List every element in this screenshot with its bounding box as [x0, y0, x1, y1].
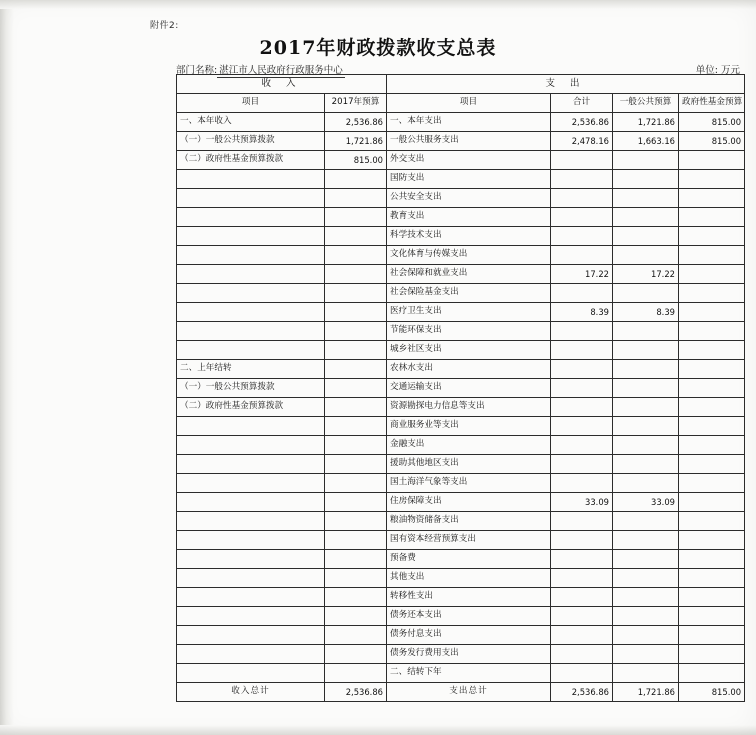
cell-income-budget: [325, 645, 387, 664]
cell-expense-item: 资源勘探电力信息等支出: [387, 398, 551, 417]
cell-income-budget: [325, 208, 387, 227]
cell-expense-total: [551, 626, 613, 645]
cell-income-budget: [325, 189, 387, 208]
cell-income-budget: [325, 512, 387, 531]
cell-income-item: [177, 284, 325, 303]
cell-expense-total: [551, 151, 613, 170]
cell-expense-public: [613, 550, 679, 569]
cell-income-budget: [325, 455, 387, 474]
attachment-label: 附件2:: [150, 21, 179, 31]
cell-expense-total: [551, 360, 613, 379]
cell-expense-total: [551, 569, 613, 588]
cell-expense-total: [551, 550, 613, 569]
table-row: [177, 455, 745, 474]
cell-income-budget: [325, 417, 387, 436]
cell-expense-fund: 815.00: [679, 132, 745, 151]
table-row: [177, 664, 745, 683]
cell-expense-fund: [679, 512, 745, 531]
table-row: [177, 170, 745, 189]
cell-expense-public: [613, 189, 679, 208]
cell-income-item: [177, 550, 325, 569]
scan-edge-bottom: [0, 725, 756, 735]
cell-expense-public: [613, 246, 679, 265]
cell-income-item: [177, 569, 325, 588]
cell-income-budget: [325, 360, 387, 379]
cell-expense-item: 外交支出: [387, 151, 551, 170]
table-row: [177, 284, 745, 303]
cell-expense-item: 农林水支出: [387, 360, 551, 379]
group-header-row: [177, 75, 745, 94]
income-total-value: 2,536.86: [325, 683, 387, 702]
table-row: [177, 512, 745, 531]
department-name: 湛江市人民政府行政服务中心: [219, 65, 343, 76]
cell-expense-fund: [679, 607, 745, 626]
cell-expense-fund: [679, 550, 745, 569]
cell-expense-item: 债务付息支出: [387, 626, 551, 645]
cell-expense-public: [613, 531, 679, 550]
cell-expense-item: 文化体育与传媒支出: [387, 246, 551, 265]
cell-income-item: [177, 303, 325, 322]
column-header-expense-fund: 政府性基金预算: [679, 94, 745, 113]
table-body: [177, 75, 745, 702]
cell-expense-fund: [679, 398, 745, 417]
cell-expense-total: [551, 645, 613, 664]
table-row: [177, 113, 745, 132]
cell-income-item: [177, 588, 325, 607]
cell-income-item: [177, 455, 325, 474]
column-header-expense-public: 一般公共预算: [613, 94, 679, 113]
cell-expense-fund: [679, 436, 745, 455]
cell-income-item: [177, 512, 325, 531]
table-row: [177, 626, 745, 645]
table-row: [177, 569, 745, 588]
cell-expense-total: [551, 189, 613, 208]
cell-income-budget: [325, 265, 387, 284]
cell-income-item: [177, 189, 325, 208]
table-row: [177, 436, 745, 455]
table-row: [177, 474, 745, 493]
cell-expense-item: 节能环保支出: [387, 322, 551, 341]
cell-income-item: [177, 341, 325, 360]
cell-income-budget: [325, 664, 387, 683]
cell-income-budget: [325, 531, 387, 550]
column-header-income-item: 项目: [177, 94, 325, 113]
table-row: [177, 417, 745, 436]
cell-expense-total: [551, 436, 613, 455]
cell-expense-total: [551, 417, 613, 436]
cell-expense-public: [613, 227, 679, 246]
cell-expense-public: [613, 607, 679, 626]
cell-income-item: [177, 170, 325, 189]
cell-income-item: [177, 265, 325, 284]
expense-public-total-value: 1,721.86: [613, 683, 679, 702]
cell-expense-item: 二、结转下年: [387, 664, 551, 683]
group-header-income: 收 入: [177, 75, 387, 94]
cell-expense-fund: [679, 588, 745, 607]
cell-expense-fund: [679, 531, 745, 550]
column-header-expense-total: 合计: [551, 94, 613, 113]
cell-income-item: [177, 626, 325, 645]
cell-income-budget: [325, 398, 387, 417]
cell-expense-fund: [679, 626, 745, 645]
cell-expense-fund: [679, 151, 745, 170]
cell-expense-fund: [679, 417, 745, 436]
cell-expense-total: [551, 474, 613, 493]
cell-expense-public: [613, 170, 679, 189]
table-row: [177, 493, 745, 512]
cell-expense-public: [613, 474, 679, 493]
cell-expense-item: 社会保障和就业支出: [387, 265, 551, 284]
cell-expense-fund: [679, 246, 745, 265]
cell-expense-total: [551, 664, 613, 683]
cell-expense-public: 1,721.86: [613, 113, 679, 132]
cell-income-item: [177, 417, 325, 436]
cell-income-item: （二）政府性基金预算拨款: [177, 398, 325, 417]
cell-expense-fund: 815.00: [679, 113, 745, 132]
column-header-income-budget: 2017年预算: [325, 94, 387, 113]
cell-expense-item: 债务发行费用支出: [387, 645, 551, 664]
cell-expense-public: [613, 436, 679, 455]
cell-expense-total: [551, 607, 613, 626]
cell-income-budget: [325, 607, 387, 626]
table-row: [177, 341, 745, 360]
cell-expense-total: [551, 455, 613, 474]
cell-expense-fund: [679, 227, 745, 246]
cell-expense-public: [613, 645, 679, 664]
cell-expense-total: [551, 227, 613, 246]
table-row: [177, 588, 745, 607]
cell-income-item: [177, 493, 325, 512]
column-header-expense-item: 项目: [387, 94, 551, 113]
cell-expense-total: 17.22: [551, 265, 613, 284]
cell-expense-fund: [679, 208, 745, 227]
scan-edge-left: [0, 0, 14, 735]
cell-income-budget: 815.00: [325, 151, 387, 170]
cell-income-budget: 2,536.86: [325, 113, 387, 132]
cell-income-item: 二、上年结转: [177, 360, 325, 379]
expense-fund-total-value: 815.00: [679, 683, 745, 702]
cell-expense-public: [613, 398, 679, 417]
cell-expense-item: 预备费: [387, 550, 551, 569]
cell-expense-fund: [679, 341, 745, 360]
cell-income-item: 一、本年收入: [177, 113, 325, 132]
cell-expense-item: 医疗卫生支出: [387, 303, 551, 322]
cell-expense-item: 一般公共服务支出: [387, 132, 551, 151]
table-row: [177, 265, 745, 284]
cell-expense-total: [551, 246, 613, 265]
cell-income-budget: [325, 284, 387, 303]
table-row: [177, 303, 745, 322]
unit-note: 单位: 万元: [695, 65, 740, 76]
cell-expense-total: [551, 512, 613, 531]
expense-total-label: 支出总计: [387, 683, 551, 702]
income-total-label: 收入总计: [177, 683, 325, 702]
table-row: [177, 360, 745, 379]
table-row: [177, 246, 745, 265]
cell-income-item: [177, 607, 325, 626]
cell-expense-public: [613, 322, 679, 341]
cell-expense-item: 教育支出: [387, 208, 551, 227]
cell-expense-fund: [679, 284, 745, 303]
cell-expense-total: [551, 208, 613, 227]
cell-income-item: [177, 246, 325, 265]
cell-income-budget: [325, 569, 387, 588]
cell-expense-total: 33.09: [551, 493, 613, 512]
cell-expense-item: 援助其他地区支出: [387, 455, 551, 474]
cell-expense-item: 社会保险基金支出: [387, 284, 551, 303]
cell-expense-fund: [679, 379, 745, 398]
cell-income-item: （二）政府性基金预算拨款: [177, 151, 325, 170]
cell-expense-fund: [679, 170, 745, 189]
cell-expense-total: 2,478.16: [551, 132, 613, 151]
cell-expense-item: 债务还本支出: [387, 607, 551, 626]
cell-expense-item: 其他支出: [387, 569, 551, 588]
cell-income-budget: [325, 170, 387, 189]
cell-income-budget: [325, 550, 387, 569]
cell-expense-fund: [679, 189, 745, 208]
cell-expense-item: 国防支出: [387, 170, 551, 189]
column-header-row: [177, 94, 745, 113]
cell-expense-item: 国土海洋气象等支出: [387, 474, 551, 493]
page-title: 2017年财政拨款收支总表: [259, 37, 497, 59]
cell-income-item: [177, 208, 325, 227]
table-row: [177, 132, 745, 151]
cell-expense-public: 1,663.16: [613, 132, 679, 151]
cell-expense-public: [613, 360, 679, 379]
cell-income-budget: [325, 436, 387, 455]
cell-expense-total: [551, 170, 613, 189]
cell-expense-fund: [679, 360, 745, 379]
cell-income-budget: [325, 227, 387, 246]
cell-income-item: [177, 645, 325, 664]
totals-row: [177, 683, 745, 702]
cell-expense-fund: [679, 303, 745, 322]
table-row: [177, 607, 745, 626]
cell-expense-public: [613, 417, 679, 436]
cell-expense-fund: [679, 322, 745, 341]
cell-income-item: [177, 664, 325, 683]
cell-income-item: [177, 322, 325, 341]
cell-expense-public: [613, 341, 679, 360]
table-row: [177, 322, 745, 341]
cell-income-budget: [325, 341, 387, 360]
financial-table: [176, 74, 745, 702]
cell-expense-item: 城乡社区支出: [387, 341, 551, 360]
cell-expense-public: [613, 626, 679, 645]
cell-expense-fund: [679, 265, 745, 284]
cell-expense-total: 2,536.86: [551, 113, 613, 132]
cell-expense-public: 17.22: [613, 265, 679, 284]
cell-expense-public: 8.39: [613, 303, 679, 322]
cell-income-item: （一）一般公共预算拨款: [177, 132, 325, 151]
cell-expense-total: 8.39: [551, 303, 613, 322]
cell-expense-public: [613, 208, 679, 227]
cell-income-item: （一）一般公共预算拨款: [177, 379, 325, 398]
cell-income-budget: [325, 588, 387, 607]
cell-income-budget: [325, 493, 387, 512]
cell-income-item: [177, 227, 325, 246]
cell-expense-item: 一、本年支出: [387, 113, 551, 132]
table-row: [177, 227, 745, 246]
expense-total-value: 2,536.86: [551, 683, 613, 702]
cell-income-budget: [325, 303, 387, 322]
cell-expense-public: [613, 284, 679, 303]
cell-expense-public: [613, 664, 679, 683]
cell-expense-total: [551, 398, 613, 417]
cell-expense-item: 国有资本经营预算支出: [387, 531, 551, 550]
cell-expense-item: 交通运输支出: [387, 379, 551, 398]
cell-expense-item: 粮油物资储备支出: [387, 512, 551, 531]
cell-expense-fund: [679, 645, 745, 664]
cell-expense-item: 公共安全支出: [387, 189, 551, 208]
department-prefix: 部门名称:: [176, 65, 218, 76]
cell-income-budget: [325, 626, 387, 645]
group-header-expense: 支 出: [387, 75, 745, 94]
cell-expense-public: [613, 512, 679, 531]
table-row: [177, 398, 745, 417]
cell-expense-item: 科学技术支出: [387, 227, 551, 246]
table-row: [177, 531, 745, 550]
cell-expense-total: [551, 322, 613, 341]
table-row: [177, 189, 745, 208]
cell-income-budget: 1,721.86: [325, 132, 387, 151]
table-row: [177, 208, 745, 227]
cell-expense-fund: [679, 664, 745, 683]
cell-expense-total: [551, 531, 613, 550]
cell-expense-public: [613, 379, 679, 398]
cell-expense-item: 转移性支出: [387, 588, 551, 607]
cell-expense-item: 金融支出: [387, 436, 551, 455]
cell-expense-public: [613, 569, 679, 588]
cell-expense-total: [551, 588, 613, 607]
cell-expense-total: [551, 341, 613, 360]
scan-edge-top: [0, 0, 756, 9]
cell-expense-fund: [679, 493, 745, 512]
table-row: [177, 379, 745, 398]
cell-expense-total: [551, 379, 613, 398]
cell-expense-total: [551, 284, 613, 303]
cell-expense-fund: [679, 474, 745, 493]
cell-expense-public: [613, 588, 679, 607]
cell-expense-fund: [679, 455, 745, 474]
cell-expense-fund: [679, 569, 745, 588]
cell-income-item: [177, 531, 325, 550]
cell-income-item: [177, 474, 325, 493]
table-row: [177, 550, 745, 569]
table-row: [177, 645, 745, 664]
cell-expense-item: 住房保障支出: [387, 493, 551, 512]
cell-income-budget: [325, 246, 387, 265]
cell-expense-public: [613, 151, 679, 170]
cell-expense-item: 商业服务业等支出: [387, 417, 551, 436]
cell-expense-public: [613, 455, 679, 474]
cell-income-item: [177, 436, 325, 455]
cell-expense-public: 33.09: [613, 493, 679, 512]
table-row: [177, 151, 745, 170]
cell-income-budget: [325, 322, 387, 341]
cell-income-budget: [325, 379, 387, 398]
cell-income-budget: [325, 474, 387, 493]
